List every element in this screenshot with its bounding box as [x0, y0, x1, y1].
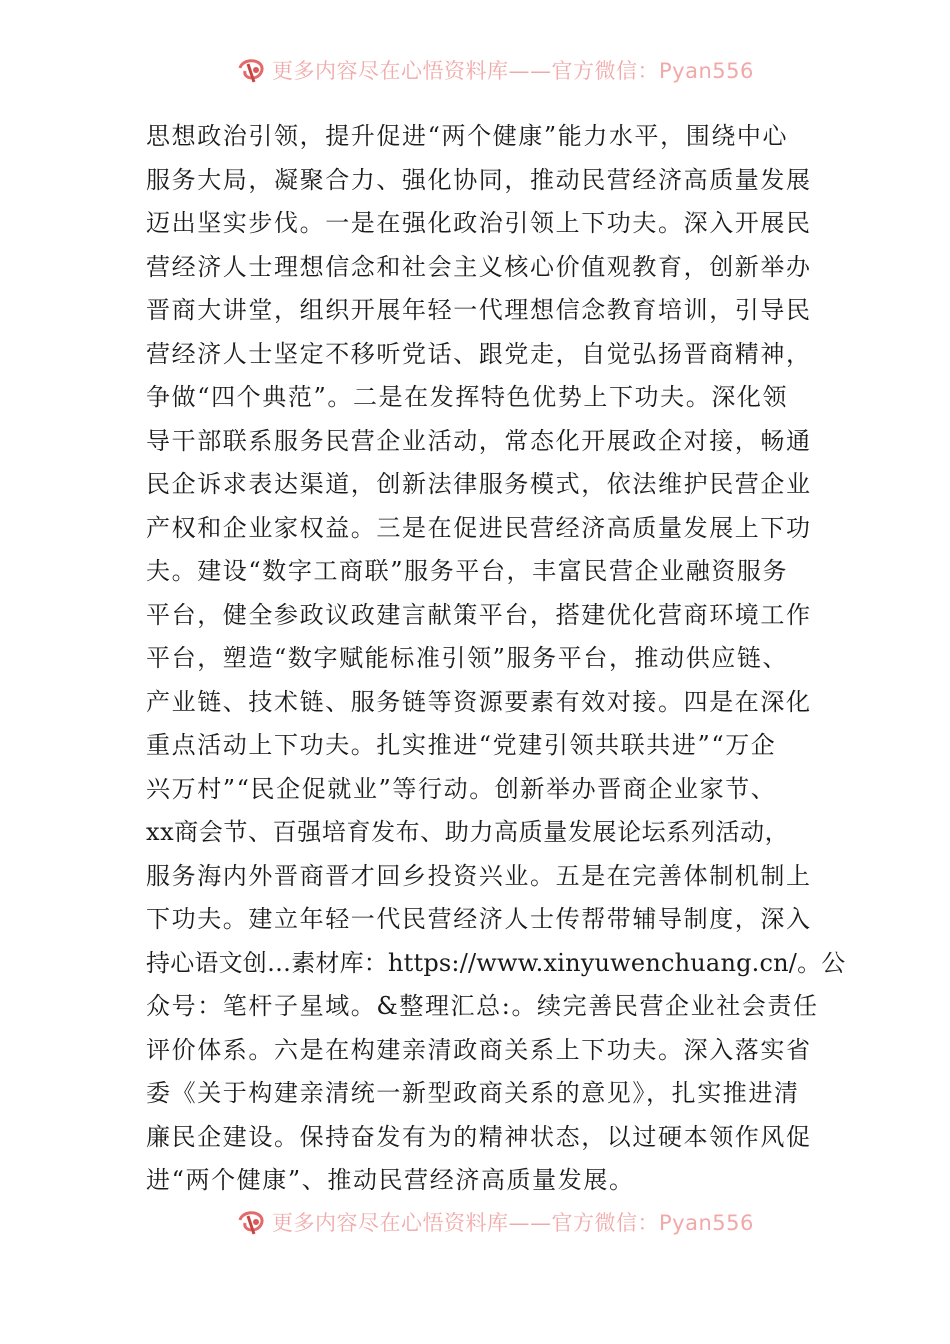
text-line: 服务海内外晋商晋才回乡投资兴业。五是在完善体制机制上: [146, 861, 812, 890]
text-line-url: 持心语文创…素材库：https://www.xinyuwenchuang.cn/。公: [146, 948, 846, 977]
text-line: 众号：笔杆子星域。&整理汇总:。续完善民营企业社会责任: [146, 992, 819, 1020]
watermark-logo-icon: [236, 1208, 266, 1238]
text-line: 产业链、技术链、服务链等资源要素有效对接。四是在深化: [146, 687, 812, 716]
text-line: 兴万村”“民企促就业”等行动。创新举办晋商企业家节、: [146, 774, 777, 803]
text-line: 服务大局，凝聚合力、强化协同，推动民营经济高质量发展: [146, 165, 812, 194]
watermark-text: 更多内容尽在心悟资料库——官方微信：Pyan556: [272, 59, 754, 83]
text-line: 产权和企业家权益。三是在促进民营经济高质量发展上下功: [146, 513, 812, 542]
text-line: 平台，健全参政议政建言献策平台，搭建优化营商环境工作: [146, 600, 812, 629]
text-line: xx商会节、百强培育发布、助力高质量发展论坛系列活动，: [146, 818, 790, 846]
watermark-footer: [0, 1200, 950, 1240]
text-line: 委《关于构建亲清统一新型政商关系的意见》，扎实推进清: [146, 1079, 800, 1107]
text-line: 民企诉求表达渠道，创新法律服务模式，依法维护民营企业: [146, 470, 812, 498]
text-line: 晋商大讲堂，组织开展年轻一代理想信念教育培训，引导民: [146, 296, 812, 324]
watermark-logo-icon: [236, 56, 266, 86]
text-line: 营经济人士坚定不移听党话、跟党走，自觉弘扬晋商精神，: [146, 339, 812, 368]
text-line: 平台，塑造“数字赋能标准引领”服务平台，推动供应链、: [146, 644, 789, 672]
text-line: 廉民企建设。保持奋发有为的精神状态，以过硬本领作风促: [146, 1122, 812, 1151]
watermark-header: [0, 48, 950, 88]
text-line: 下功夫。建立年轻一代民营经济人士传帮带辅导制度，深入: [146, 905, 812, 933]
text-line: 导干部联系服务民营企业活动，常态化开展政企对接，畅通: [146, 426, 812, 455]
text-line: 重点活动上下功夫。扎实推进“党建引领共联共进”“万企: [146, 731, 777, 759]
text-line: 营经济人士理想信念和社会主义核心价值观教育，创新举办: [146, 252, 812, 281]
document-body: [146, 115, 846, 1203]
text-line: 评价体系。六是在构建亲清政商关系上下功夫。深入落实省: [146, 1035, 812, 1064]
watermark-text: 更多内容尽在心悟资料库——官方微信：Pyan556: [272, 1211, 754, 1235]
text-line: 迈出坚实步伐。一是在强化政治引领上下功夫。深入开展民: [146, 209, 812, 237]
text-line: 夫。建设“数字工商联”服务平台，丰富民营企业融资服务: [146, 557, 789, 585]
text-line: 思想政治引领，提升促进“两个健康”能力水平，围绕中心: [146, 122, 789, 150]
text-line: 进“两个健康”、推动民营经济高质量发展。: [146, 1166, 635, 1194]
text-line: 争做“四个典范”。二是在发挥特色优势上下功夫。深化领: [146, 383, 789, 411]
